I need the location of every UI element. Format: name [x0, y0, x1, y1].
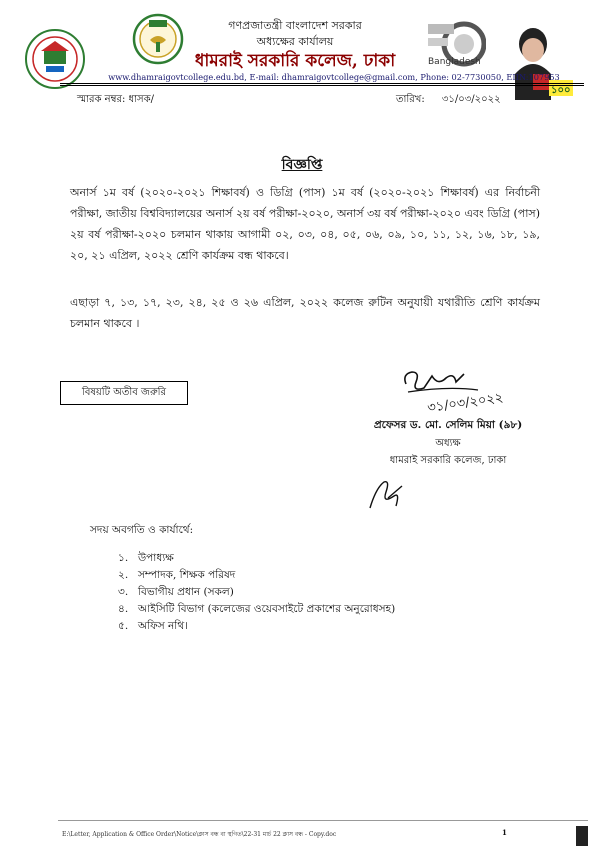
distribution-list — [118, 550, 395, 635]
bangladesh-logo-text: Bangladesh — [428, 57, 481, 67]
list-item — [118, 584, 395, 601]
header-divider — [60, 83, 584, 86]
contact-line: www.dhamraigovtcollege.edu.bd, E-mail: dhamraigovtcollege@gmail.com, Phone: 02-7730050, EIIN:107953 — [108, 72, 560, 82]
memo-number: স্মারক নম্বর: ধাসক/ — [77, 94, 155, 105]
date-value: ৩১/০৩/২০২২ — [441, 94, 501, 105]
list-item — [118, 567, 395, 584]
mujib-100-logo-icon — [505, 24, 575, 100]
initial-signature-icon — [366, 478, 406, 512]
list-item — [118, 601, 395, 618]
list-item-number: ৪. — [118, 603, 129, 615]
list-item-number: ১. — [118, 552, 129, 564]
memo-date — [396, 92, 501, 109]
list-item-number: ৩. — [118, 586, 129, 598]
mujib-logo-text: ১০০ — [551, 85, 571, 96]
government-heading: গণপ্রজাতন্ত্রী বাংলাদেশ সরকার — [228, 19, 362, 32]
list-item-text: আইসিটি বিভাগ (কলেজের ওয়েবসাইটে প্রকাশের অনুরোধসহ) — [138, 603, 396, 615]
list-item-text: অফিস নথি। — [138, 620, 188, 632]
signature-date: ৩১/০৩/২০২২ — [426, 390, 505, 416]
list-item-text: উপাধ্যক্ষ — [138, 552, 174, 564]
footer-divider — [58, 820, 588, 821]
notice-paragraph-1: অনার্স ১ম বর্ষ (২০২০-২০২১ শিক্ষাবর্ষ) ও ডিগ্রি (পাস) ১ম বর্ষ (২০২০-২০২১ শিক্ষাবর্ষ) এর নির্বাচনী পরীক্ষা, জাতীয় বিশ্ববিদ্যালয়ের অনার্স ২য় বর্ষ পরীক্ষা-২০২০, অনার্স ৩য় বর্ষ পরীক্ষা-২০২০ এবং ডিগ্রি (পাস) ২য় বর্ষ পরীক্ষা-২০২০ চলমান থাকায় আগামী ০২, ০৩, ০৪, ০৫, ০৬, ০৯, ১০, ১১, ১২, ১৬, ১৮, ১৯, ২০, ২১ এপ্রিল, ২০২২ শ্রেণি কার্যক্রম বন্ধ থাকবে। — [70, 186, 540, 262]
urgent-notice-box: বিষয়টি অতীব জরুরি — [60, 381, 188, 405]
list-item — [118, 550, 395, 567]
distribution-heading: সদয় অবগতি ও কার্যার্থে: — [90, 524, 194, 536]
principal-title: অধ্যক্ষ — [435, 438, 461, 449]
list-item-text: সম্পাদক, শিক্ষক পরিষদ — [138, 569, 236, 581]
list-item — [118, 618, 395, 635]
list-item-number: ৫. — [118, 620, 129, 632]
footer-file-path: E:\Letter, Application & Office Order\Notice\ক্লাস বন্ধ বা স্থগিত\22-31 মার্চ 22 ক্লাস বন্ধ - Copy.doc — [62, 831, 337, 838]
principal-college: ধামরাই সরকারি কলেজ, ঢাকা — [389, 455, 507, 466]
list-item-number: ২. — [118, 569, 129, 581]
college-name: ধামরাই সরকারি কলেজ, ঢাকা — [194, 51, 396, 71]
principal-signature-icon — [398, 366, 528, 418]
college-emblem-icon — [24, 28, 86, 90]
office-heading: অধ্যক্ষের কার্যালয় — [256, 35, 334, 48]
date-label: তারিখ: — [396, 94, 425, 105]
principal-name: প্রফেসর ড. মো. সেলিম মিয়া (৯৮) — [373, 419, 523, 431]
footer-page-number: 1 — [502, 828, 507, 837]
page-corner-mark — [576, 826, 588, 846]
notice-title: বিজ্ঞপ্তি — [281, 157, 323, 173]
list-item-text: বিভাগীয় প্রধান (সকল) — [138, 586, 234, 598]
notice-paragraph-2: এছাড়া ৭, ১৩, ১৭, ২৩, ২৪, ২৫ ও ২৬ এপ্রিল, ২০২২ কলেজ রুটিন অনুযায়ী যথারীতি শ্রেণি কার্যক্রম চলমান থাকবে । — [70, 296, 540, 330]
